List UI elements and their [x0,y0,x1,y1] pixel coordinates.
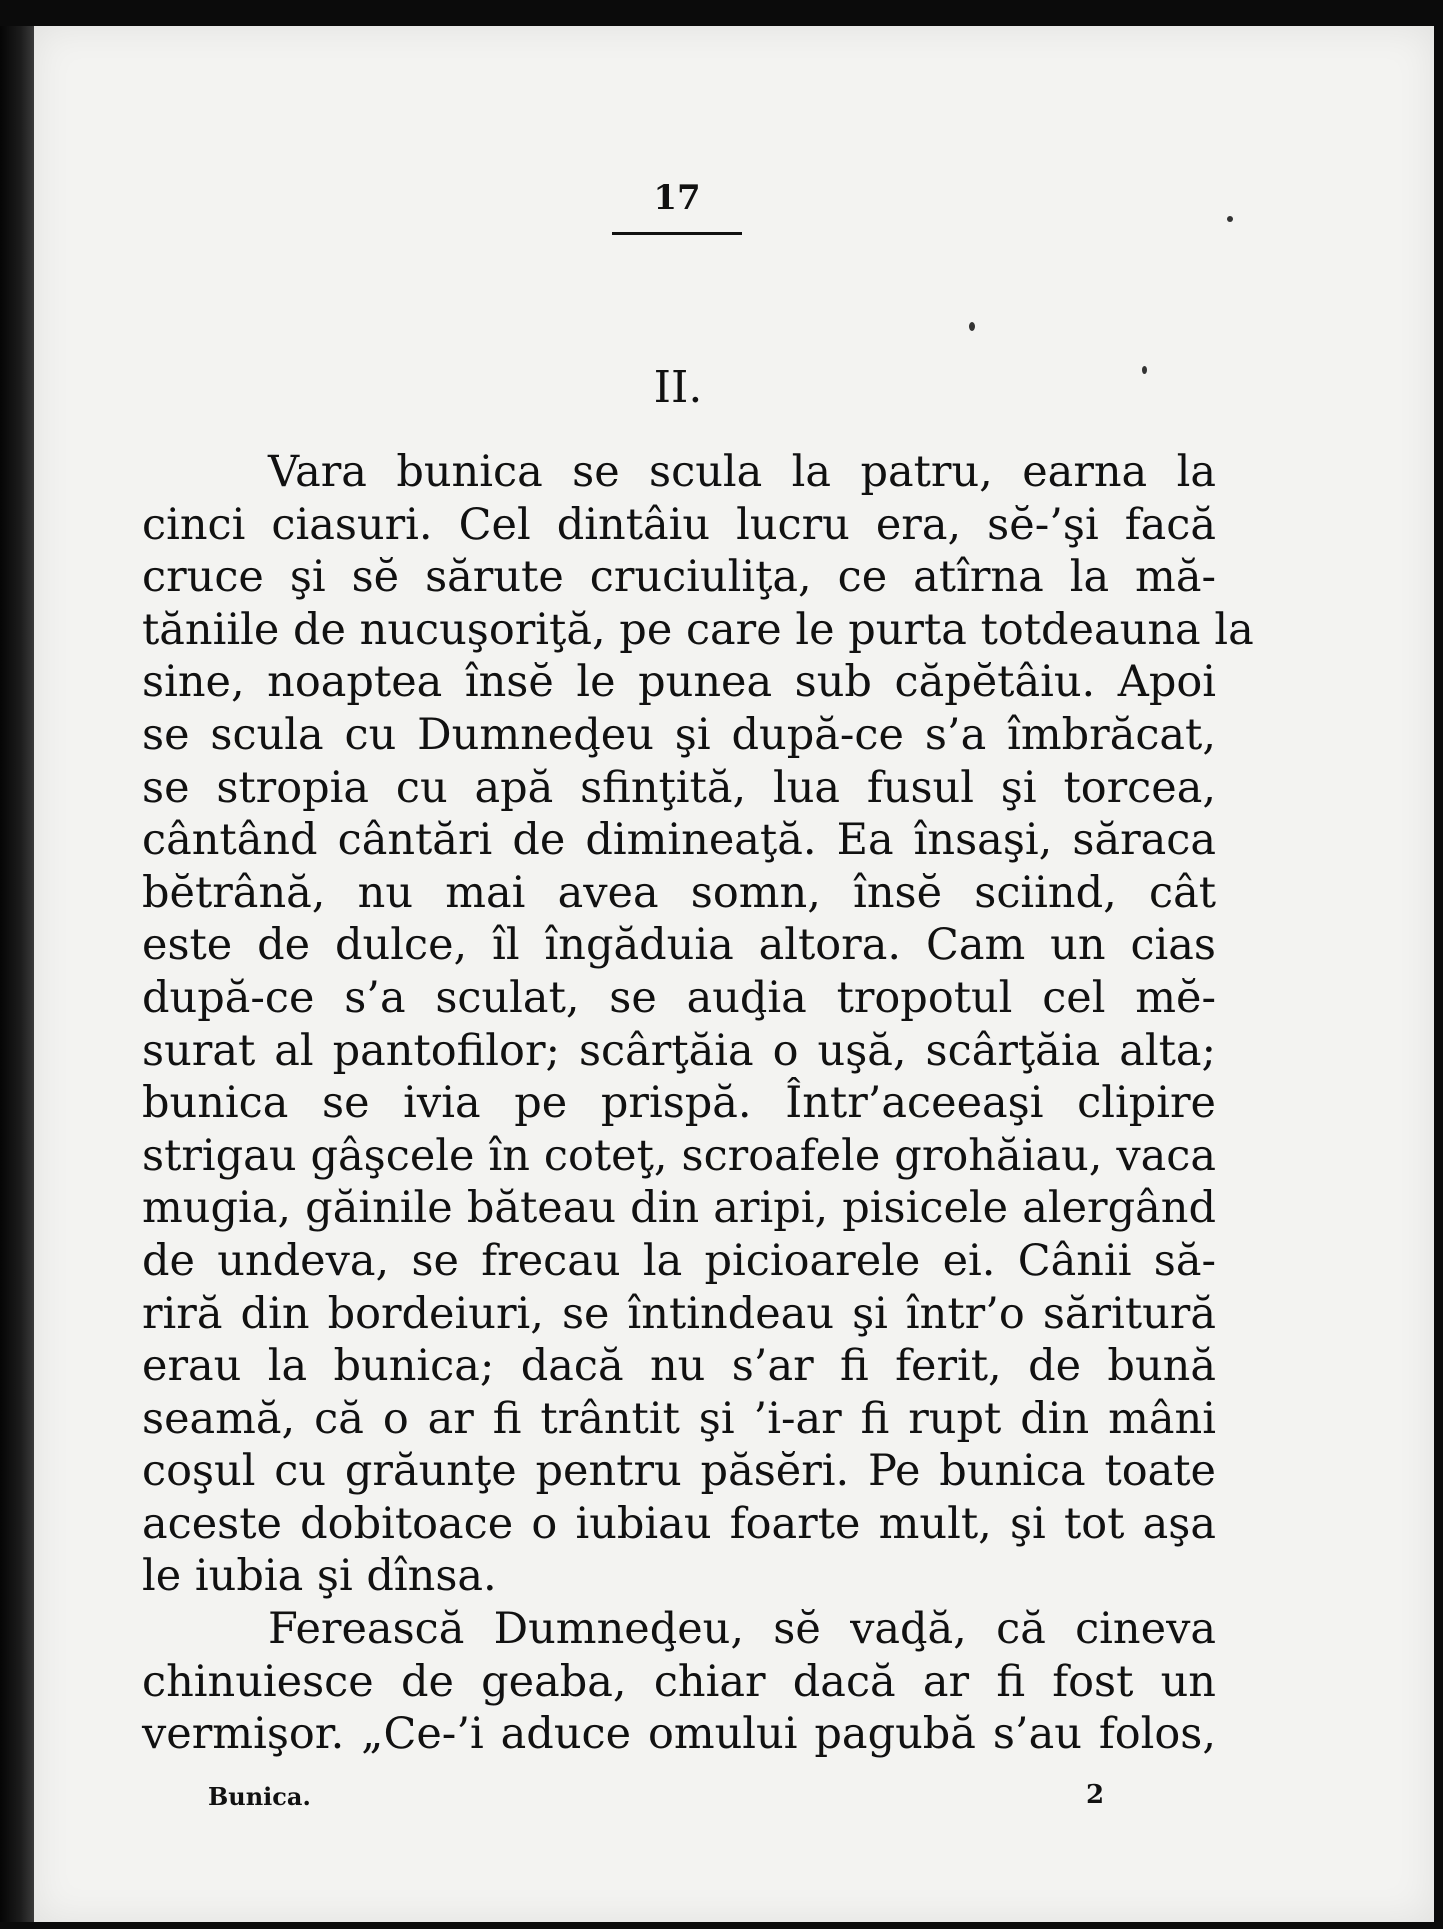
book-binding-edge [0,26,34,1922]
text-line: coşul cu grăunţe pentru păsĕri. Pe bunica toate [142,1446,1216,1497]
text-line: cruce şi sĕ sărute cruciuliţa, ce atîrna la mă- [142,552,1216,603]
text-line: vermişor. „Ce-’i aduce omului pagubă s’au folos, [142,1709,1216,1760]
text-line: este de dulce, îl îngăduia altora. Cam un cias [142,920,1216,971]
page-number: 17 [612,178,742,235]
text-line: cântând cântări de dimineaţă. Ea însaşi, săraca [142,815,1216,866]
text-line: Ferească Dumneḑeu, sĕ vaḑă, că cineva [268,1604,1216,1655]
text-line: chinuiesce de geaba, chiar dacă ar fi fost un [142,1656,1216,1707]
text-line: tăniile de nucuşoriţă, pe care le purta totdeauna la [142,604,1254,655]
text-line: cinci ciasuri. Cel dintâiu lucru era, sĕ-’şi facă [142,499,1216,550]
text-line: se scula cu Dumneḑeu şi după-ce s’a îmbrăcat, [142,709,1216,760]
text-line: sine, noaptea însĕ le punea sub căpĕtâiu. Apoi [142,657,1216,708]
paragraph-2 [142,1603,1216,1761]
text-line: le iubia şi dînsa. [142,1551,497,1602]
body-text [142,446,1254,1761]
text-line: Vara bunica se scula la patru, earna la [268,447,1216,497]
paragraph-1 [142,446,1254,1603]
text-line: riră din bordeiuri, se întindeau şi într’o săritură [142,1288,1216,1339]
text-line: bĕtrână, nu mai avea somn, însĕ sciind, cât [142,867,1216,918]
text-line: bunica se ivia pe prispă. Într’aceeaşi clipire [142,1078,1216,1129]
text-line: se stropia cu apă sfinţită, lua fusul şi torcea, [142,762,1216,813]
text-line: erau la bunica; dacă nu s’ar fi ferit, de bună [142,1341,1216,1392]
text-line: seamă, că o ar fi trântit şi ’i-ar fi rupt din mâni [142,1393,1216,1444]
text-line: de undeva, se frecau la picioarele ei. Cânii să- [142,1235,1216,1286]
chapter-heading: II. [653,362,703,413]
sheet-number: 2 [1086,1780,1105,1810]
text-line: după-ce s’a sculat, se auḑia tropotul cel mĕ- [142,972,1216,1023]
page-speck [1227,216,1233,222]
page-speck [969,322,975,331]
page-speck [1142,366,1147,374]
signature-mark: Bunica. [208,1782,311,1811]
text-line: strigau gâşcele în coteţ, scroafele grohăiau, vaca [142,1130,1216,1181]
text-line: aceste dobitoace o iubiau foarte mult, şi tot aşa [142,1498,1216,1549]
text-line: mugia, găinile băteau din aripi, pisicele alergând [142,1183,1216,1234]
text-line: surat al pantofilor; scârţăia o uşă, scârţăia alta; [142,1025,1216,1076]
